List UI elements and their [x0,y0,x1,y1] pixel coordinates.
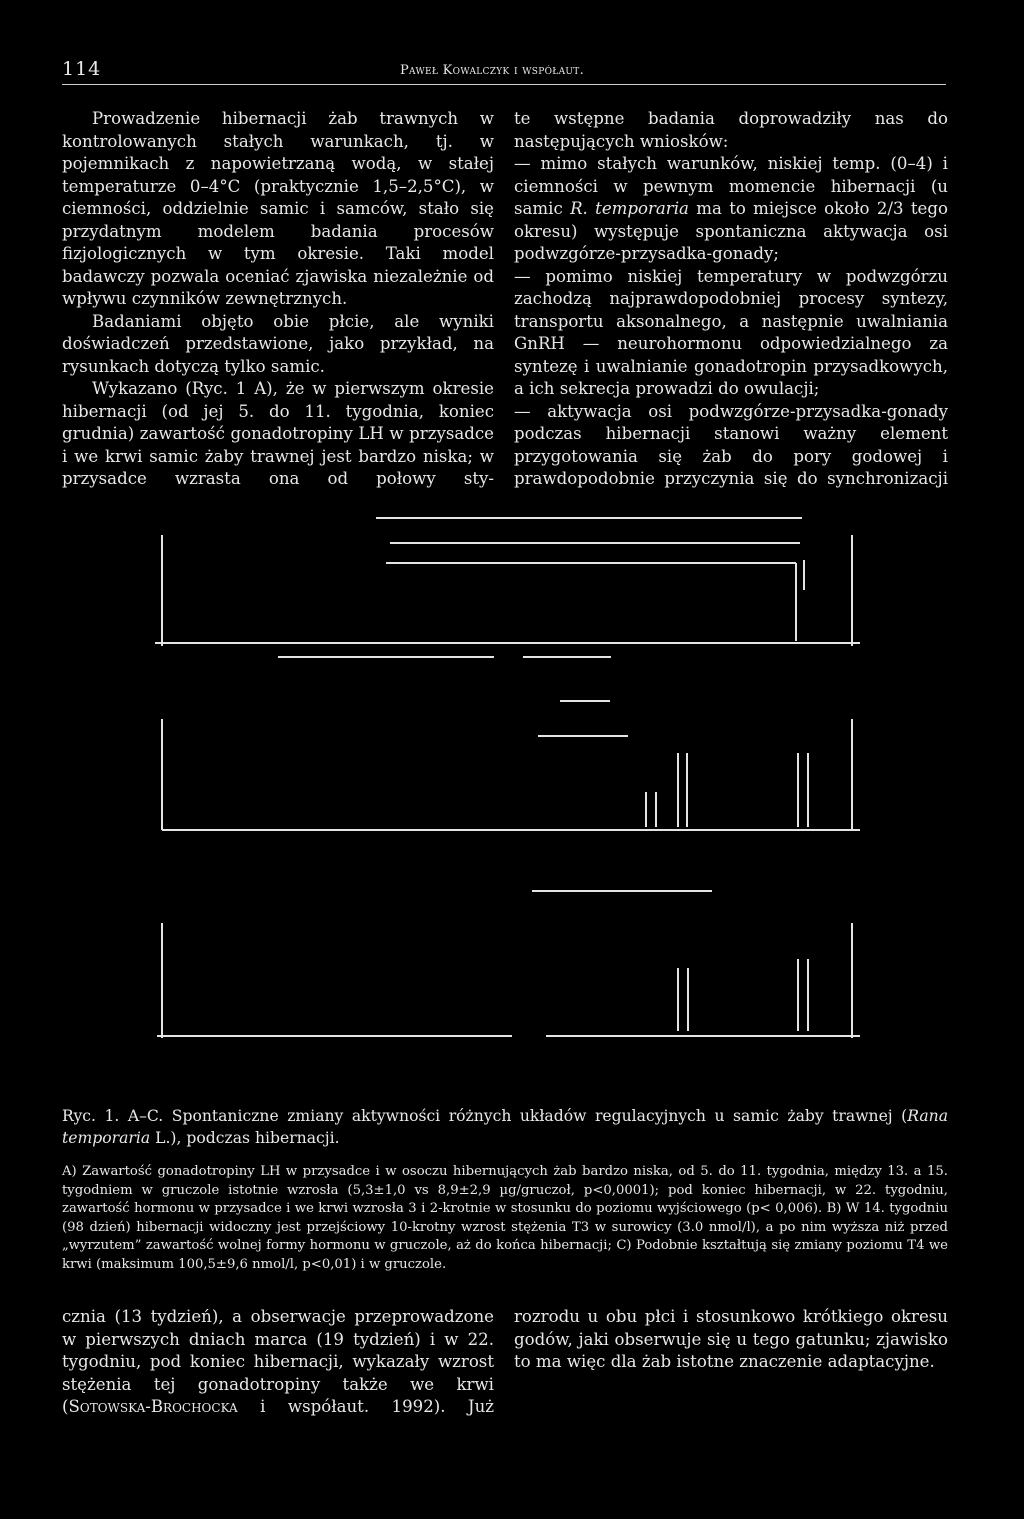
text-column-left-bottom [62,1306,494,1419]
page-number: 114 [62,58,102,80]
paragraph: te wstępne badania doprowadziły nas do następujących wniosków: [514,109,948,151]
paragraph: Wykazano (Ryc. 1 A), że w pierwszym okresie hibernacji (od jej 5. do 11. tygodnia, koniec grudnia) zawartość gonadotropiny LH w przysadce i we krwi samic żaby trawnej jest bardzo niska; w przysadce wzrasta ona od połowy sty- [62,379,494,488]
paragraph [514,153,948,266]
figure-caption [62,1105,948,1149]
text-column-right-top [514,108,948,491]
paragraph: rozrodu u obu płci i stosunkowo krótkiego okresu godów, jaki obserwuje się u tego gatunku; zjawisko to ma więc dla żab istotne znaczenie adaptacyjne. [514,1307,948,1371]
text-run: Ryc. 1. A–C. Spontaniczne zmiany aktywności różnych układów regulacyjnych u samic żaby trawnej ( [62,1107,908,1125]
text-run: L.), podczas hibernacji. [150,1129,340,1147]
paragraph: — pomimo niskiej temperatury w podwzgórzu zachodzą najprawdopodobniej procesy syntezy, transportu aksonalnego, a następnie uwalniania GnRH — neurohormonu odpowiedzialnego za syntezę i uwalnianie gonadotropin przysadkowych, a ich sekrecja prowadzi do owulacji; [514,266,948,398]
species-name: Rana temporaria [62,1107,948,1147]
figure-legend: A) Zawartość gonadotropiny LH w przysadce i w osoczu hibernujących żab bardzo niska, od 5. do 11. tygodnia, między 13. a 15. tygodniem w gruczole istotnie wzrosła (5,3±1,0 vs 8,9±2,9 µg/gruczoł, p<0,0001); pod koniec hibernacji, w 22. tygodniu, zawartość hormonu w przysadce i we krwi wzrosła 3 i 2-krotnie w stosunku do poziomu wyjściowego (p< 0,006). B) W 14. tygodniu (98 dzień) hibernacji widoczny jest przejściowy 10-krotny wzrost stężenia T3 w surowicy (3.0 nmol/l), a po nim wyższa niż przed „wyrzutem” zawartość wolnej formy hormonu w gruczole, aż do końca hibernacji; C) Podobnie kształtują się zmiany poziomu T4 we krwi (maksimum 100,5±9,6 nmol/l, p<0,01) i w gruczole. [62,1164,948,1272]
text-run: i współaut. 1992). Już [237,1397,494,1416]
text-column-right-bottom [514,1306,948,1374]
page-header [62,58,946,85]
citation-authors: Sotowska-Brochocka [68,1397,238,1416]
text-run: — mimo stałych warunków, niskiej temp. (0–4) i ciemności w pewnym momencie hibernacji (u samic [514,154,948,218]
text-run: ma to miejsce około 2/3 tego okresu) występuje spontaniczna aktywacja osi podwzgórze-przysadka-gonady; [514,199,948,263]
running-head: Paweł Kowalczyk i współaut. [400,63,585,78]
panel-c [157,891,860,1038]
text-run: cznia (13 tydzień), a obserwacje przeprowadzone w pierwszych dniach marca (19 tydzień) i w 22. tygodniu, pod koniec hibernacji, wykazały wzrost stężenia tej gonadotropiny także we krwi ( [62,1307,494,1416]
panel-a [155,518,860,657]
paragraph: — aktywacja osi podwzgórze-przysadka-gonady podczas hibernacji stanowi ważny element przygotowania się żab do pory godowej i prawdopodobnie przyczynia się do synchronizacji [514,401,948,488]
paragraph [62,1306,494,1419]
panel-b [162,701,860,830]
paragraph: Prowadzenie hibernacji żab trawnych w kontrolowanych stałych warunkach, tj. w pojemnikach z napowietrzaną wodą, w stałej temperaturze 0–4°C (praktycznie 1,5–2,5°C), w ciemności, oddzielnie samic i samców, stało się przydatnym modelem badania procesów fizjologicznych w tym okresie. Taki model badawczy pozwala oceniać zjawiska niezależnie od wpływu czynników zewnętrznych. [62,109,494,308]
species-name: R. temporaria [570,199,689,218]
text-column-left-top [62,108,494,491]
paragraph: Badaniami objęto obie płcie, ale wyniki doświadczeń przedstawione, jako przykład, na rysunkach dotyczą tylko samic. [62,311,494,376]
